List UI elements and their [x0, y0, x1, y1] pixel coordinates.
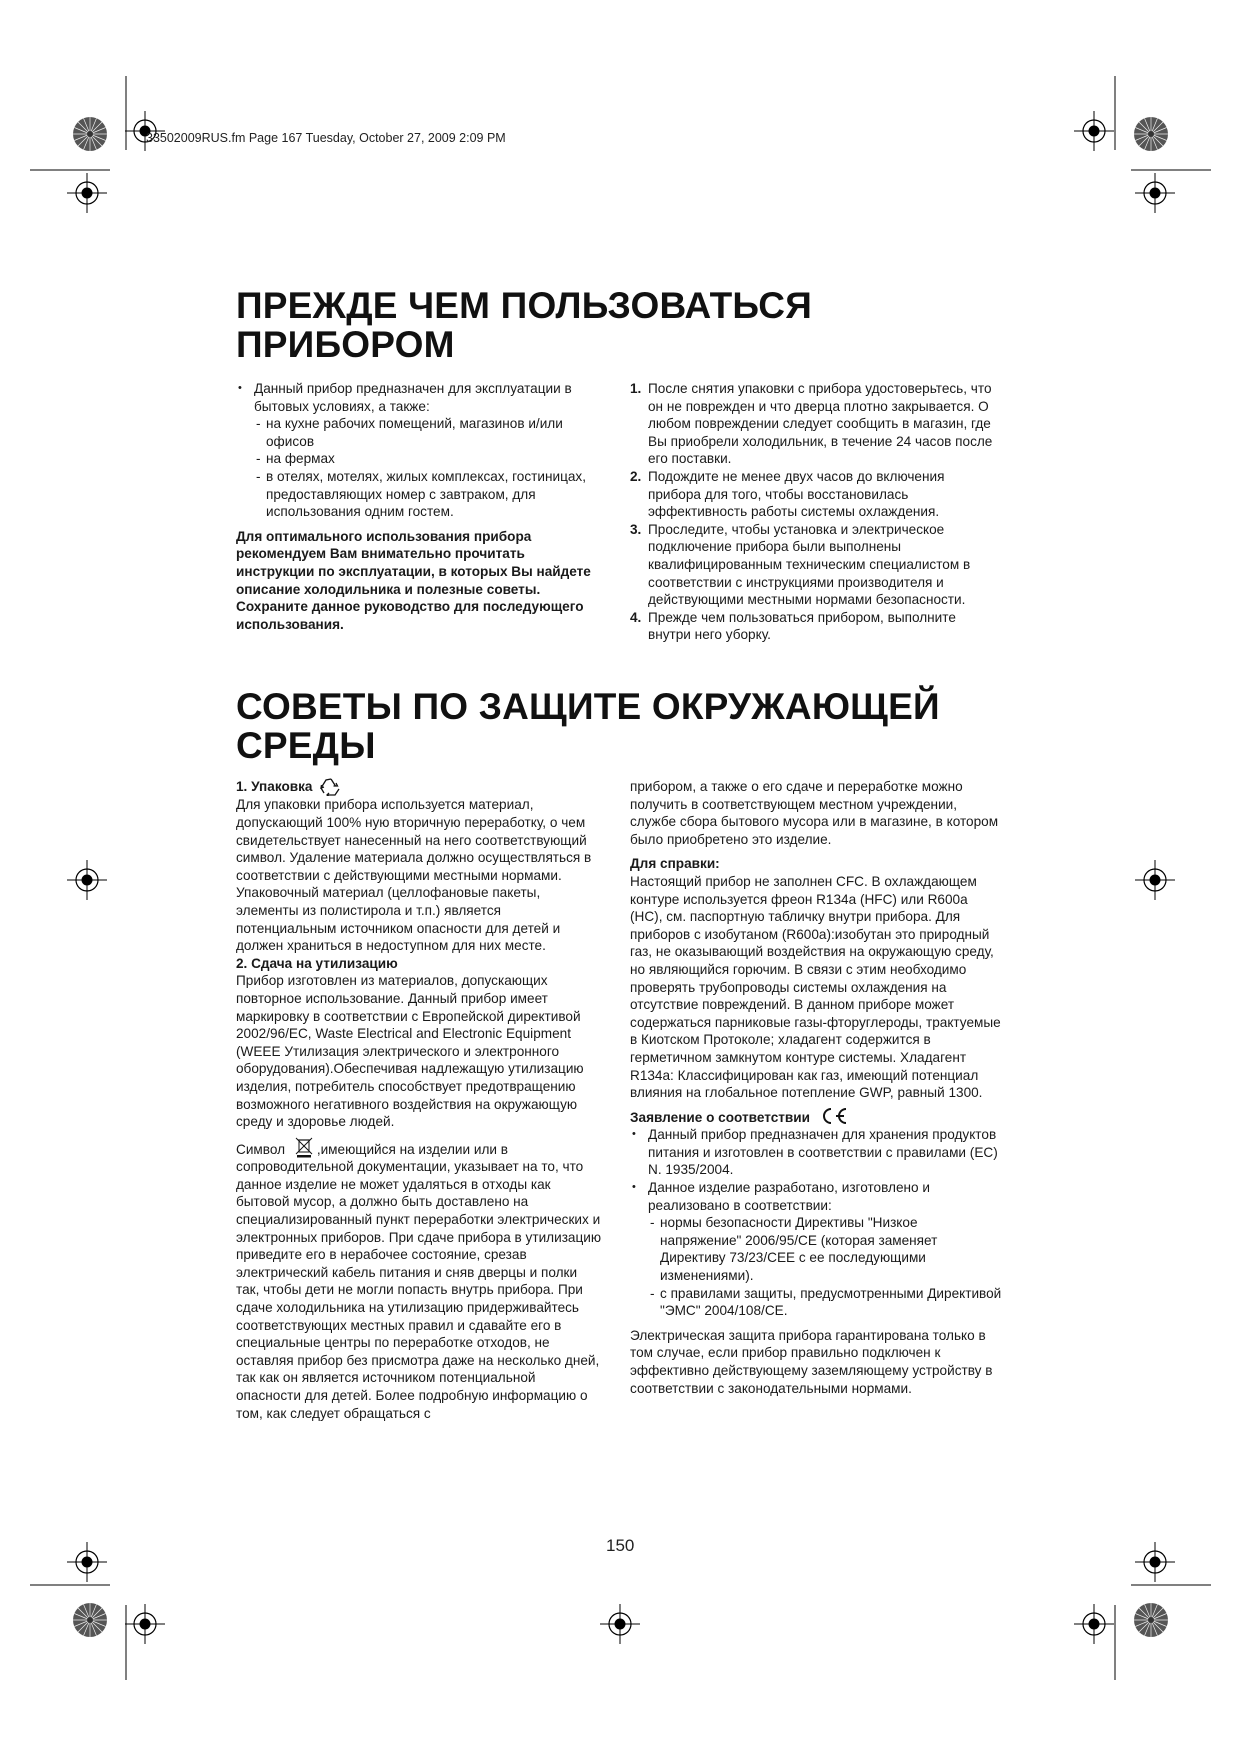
- packaging-text: Для упаковки прибора используется материал, допускающий 100% ную вторичную переработку, о чем свидетельствует нанесенный на него соответствующий символ. Удаление материала должно осуществляться в соответствии с действующими местными нормами. Упаковочный материал (целлофановые пакеты, элементы из полистирола и т.п.) является потенциальным источником опасности для детей и должен храниться в недоступном для них месте.: [236, 797, 592, 954]
- usage-bullet: [236, 380, 598, 521]
- disposal-text: Прибор изготовлен из материалов, допускающих повторное использование. Данный прибор имеет маркировку в соответствии с Европейской директивой 2002/96/EC, Waste Electrical and Electronic Equipment (WEEE Утилизация электрического и электронного оборудования).Обеспечивая надлежащую утилизацию изделия, потребитель способствует предотвращению возможного негативного воздействия на окружающую среду и здоровье людей.: [236, 973, 584, 1130]
- setup-step: 3. Проследите, чтобы установка и электрическое подключение прибора были выполнены квалифицированным техническим специалистом в соответствии с инструкциями производителя и действующими местными нормами безопасности.: [630, 521, 971, 608]
- disposal-continuation: прибором, а также о его сдаче и переработке можно получить в соответствующем местном учреждении, службе сбора бытового мусора или в магазине, в котором было приобретено это изделие.: [630, 779, 999, 847]
- weee-symbol-paragraph: Символ ,имеющийся на изделии или в сопроводительной документации, указывает на то, что данное изделие не может удаляться в отходы как бытовой мусор, а должно быть доставлено на специализированный пункт переработки электрических и электронных приборов. При сдаче прибора в утилизацию приведите его в нерабочее состояние, срезав электрический кабель питания и сняв дверцы и полки так, чтобы дети не могли попасть внутрь прибора. При сдаче холодильника на утилизацию придерживайтесь соответствующих местных правил и сдавайте его в специальные центры по переработке отходов, не оставляя прибор без присмотра даже на несколько дней, так как он является источником потенциальной опасности для детей. Более подробную информацию о том, как следует обращаться с: [236, 1141, 604, 1423]
- page-number: 150: [606, 1536, 635, 1555]
- electrical-protection-text: Электрическая защита прибора гарантирована только в том случае, если прибор правильно подключен к эффективно действующему заземляющему устройству в соответствии с законодательными нормами.: [630, 1327, 993, 1396]
- section-title-environment: СОВЕТЫ ПО ЗАЩИТЕ ОКРУЖАЮЩЕЙ СРЕДЫ: [236, 686, 940, 766]
- conformity-directive: - нормы безопасности Директивы "Низкое напряжение" 2006/95/CE (которая заменяет Директиву 73/23/CEE с ее последующими изменениями).: [648, 1214, 1002, 1284]
- section1-right-column: [630, 380, 1000, 644]
- usage-item: - на кухне рабочих помещений, магазинов и/или офисов: [254, 415, 598, 450]
- conformity-directive: - с правилами защиты, предусмотренными Директивой "ЭМС" 2004/108/CE.: [648, 1285, 1002, 1320]
- weee-bin-icon: [293, 1136, 315, 1158]
- reference-heading: Для справки:: [630, 856, 720, 872]
- usage-bullet-intro: Данный прибор предназначен для эксплуатации в бытовых условиях, а также:: [254, 381, 572, 414]
- setup-step: 4. Прежде чем пользоваться прибором, выполните внутри него уборку.: [630, 609, 956, 643]
- instructions-note: Для оптимального использования прибора рекомендуем Вам внимательно прочитать инструкции по эксплуатации, в которых Вы найдете описание холодильника и полезные советы. Сохраните данное руководство для последующего использования.: [236, 528, 591, 632]
- recycle-icon: [320, 778, 342, 796]
- setup-step: 1. После снятия упаковки с прибора удостоверьтесь, что он не поврежден и что дверца плотно закрывается. О любом повреждении следует сообщить в магазин, где Вы приобрели холодильник, в течение 24 часов после его поставки.: [630, 381, 993, 467]
- conformity-bullet: • Данное изделие разработано, изготовлено и реализовано в соответствии: - нормы безопасности Директивы "Низкое напряжение" 2006/95/CE (которая заменяет Директиву 73/23/CEE с ее последующими изменениями). - с правилами защиты, предусмотренными Директивой "ЭМС" 2004/108/CE.: [630, 1179, 1002, 1320]
- section2-left-column: [236, 778, 604, 1422]
- usage-item: - на фермах: [254, 450, 598, 468]
- section-title-before-use: ПРЕЖДЕ ЧЕМ ПОЛЬЗОВАТЬСЯ ПРИБОРОМ: [236, 285, 812, 365]
- setup-step: 2. Подождите не менее двух часов до включения прибора для того, чтобы восстановилась эффективность работы системы охлаждения.: [630, 468, 945, 520]
- section1-left-column: [236, 380, 598, 633]
- running-header: 33502009RUS.fm Page 167 Tuesday, October 27, 2009 2:09 PM: [146, 131, 506, 145]
- conformity-heading: Заявление о соответствии: [630, 1109, 1002, 1127]
- ce-mark-icon: [818, 1106, 850, 1126]
- usage-item: - в отелях, мотелях, жилых комплексах, гостиницах, предоставляющих номер с завтраком, для использования одним гостем.: [254, 468, 598, 521]
- packaging-heading: 1. Упаковка: [236, 778, 604, 796]
- disposal-heading: 2. Сдача на утилизацию: [236, 955, 398, 971]
- reference-text: Настоящий прибор не заполнен CFC. В охлаждающем контуре используется фреон R134a (HFC) или R600a (HC), см. паспортную табличку внутри прибора. Для приборов с изобутаном (R600a):изобутан это природный газ, не оказывающий воздействия на окружающую среду, но являющийся горючим. В связи с этим необходимо проверять трубопроводы системы охлаждения на отсутствие повреждений. В данном приборе может содержаться парниковые газы-фторуглероды, трактуемые в Киотском Протоколе; хладагент содержится в герметичном замкнутом контуре системы. Хладагент R134a: Классифицирован как газ, имеющий потенциал влияния на глобальное потепление GWP, равный 1300.: [630, 873, 1001, 1101]
- conformity-bullet: • Данный прибор предназначен для хранения продуктов питания и изготовлен в соответствии с правилами (EC) N. 1935/2004.: [630, 1126, 1002, 1179]
- section2-right-column: [630, 778, 1002, 1397]
